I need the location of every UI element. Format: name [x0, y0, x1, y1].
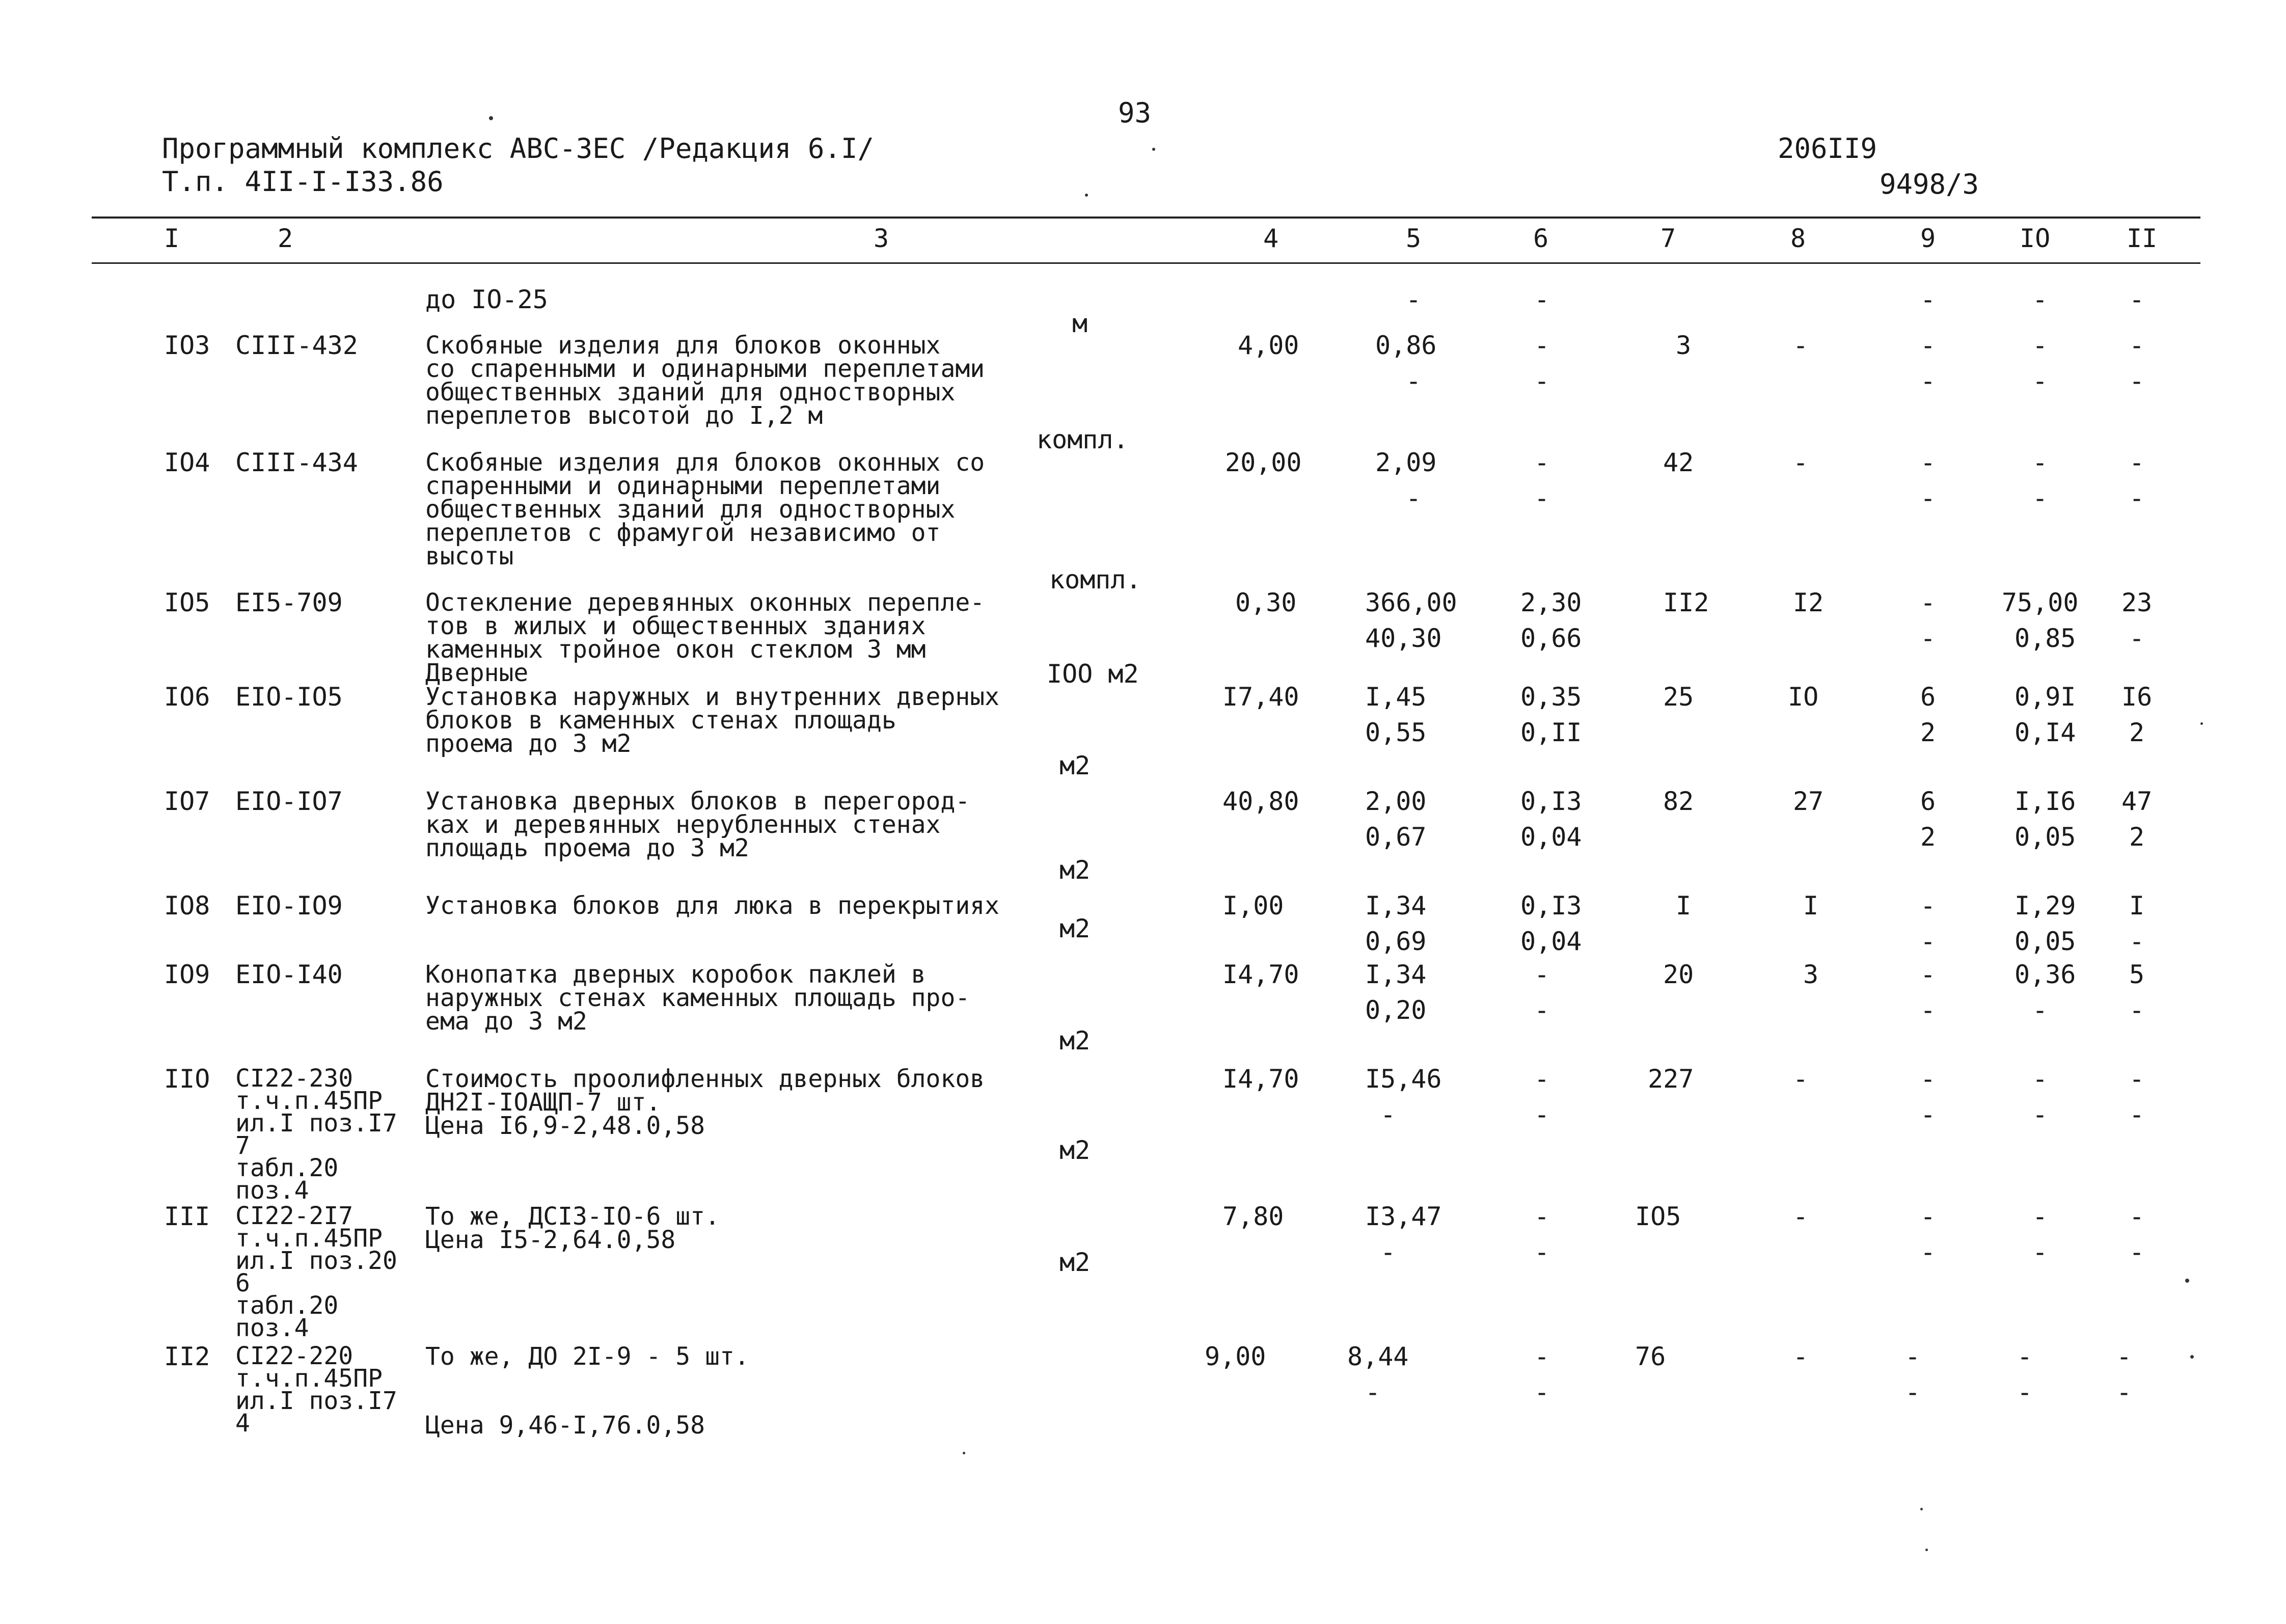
cell-col9: - [1920, 1064, 1936, 1094]
cell-col8: - [1793, 1064, 1809, 1094]
cell-col6: 0,I3 [1520, 891, 1582, 921]
rate-code: CIII-432 [235, 331, 358, 360]
cell-col10: - [2032, 331, 2048, 360]
cell-col5: 0,20 [1365, 995, 1427, 1025]
cell-col6: - [1534, 1342, 1550, 1371]
cell-col9: - [1920, 995, 1936, 1025]
cell-col10: 0,05 [2015, 822, 2076, 852]
cell-col4: 4,00 [1238, 331, 1299, 360]
cell-col10: - [2032, 995, 2048, 1025]
description: Остекление деревянных оконных перепле- тов в жилых и общественных зданиях каменных тройное окон стеклом 3 мм Дверные [425, 588, 985, 687]
cell-col11: - [2129, 483, 2145, 513]
cell-col9: - [1920, 960, 1936, 989]
rate-code: CI22-220 т.ч.п.45ПР ил.I поз.I7 4 [235, 1342, 397, 1438]
cell-col10: - [2032, 448, 2048, 477]
cell-col7: I [1676, 891, 1692, 921]
cell-col9: 6 [1920, 682, 1936, 712]
column-header: 5 [1406, 224, 1422, 253]
cell-col4: I4,70 [1222, 1064, 1299, 1094]
cell-col11: - [2116, 1377, 2132, 1407]
rate-code: EIO-IO5 [235, 682, 343, 712]
cell-col11: - [2116, 1342, 2132, 1371]
column-header: I [164, 224, 180, 253]
cell-col5: - [1406, 366, 1422, 396]
cell-col7: 20 [1663, 960, 1694, 989]
rate-code: CI22-2I7 т.ч.п.45ПР ил.I поз.20 6 табл.20 поз.4 [235, 1202, 397, 1342]
cell-col4: 7,80 [1222, 1202, 1284, 1231]
cell-col9: 6 [1920, 787, 1936, 816]
cell-col6: - [1534, 331, 1550, 360]
cell-col6: - [1534, 995, 1550, 1025]
cell-col5: 8,44 [1347, 1342, 1409, 1371]
unit: IOO м2 [1047, 659, 1139, 689]
cell-col11: 23 [2121, 588, 2153, 617]
description: до IO-25 [425, 285, 548, 314]
description: Скобяные изделия для блоков оконных со спаренными и одинарными переплетами общественных зданий для одностворных переплетов высотой до I,2 м [425, 331, 985, 430]
scan-speck [2185, 1279, 2189, 1283]
cell-col9: - [1920, 448, 1936, 477]
description: Конопатка дверных коробок паклей в наружных стенах каменных площадь про- ема до 3 м2 [425, 960, 970, 1036]
cell-col10: - [2032, 1100, 2048, 1129]
unit: м2 [1059, 1135, 1091, 1165]
project-number: Т.п. 4II-I-I33.86 [162, 166, 444, 198]
cell-col10: I,I6 [2015, 787, 2076, 816]
sheet-number: 9498/3 [1880, 168, 1979, 200]
cell-col9: - [1920, 891, 1936, 921]
cell-col8: - [1793, 448, 1809, 477]
row-number: IO8 [164, 891, 210, 921]
row-number: III [164, 1202, 210, 1231]
row-number: II2 [164, 1342, 210, 1371]
cell-col6: 0,35 [1520, 682, 1582, 712]
cell-col6: 2,30 [1520, 588, 1582, 617]
scan-speck [2190, 1355, 2194, 1359]
cell-col6: - [1534, 1202, 1550, 1231]
scan-speck [1920, 1508, 1923, 1510]
unit: м2 [1059, 914, 1091, 943]
column-header: 8 [1790, 224, 1806, 253]
description: Установка дверных блоков в перегород- ках и деревянных нерубленных стенах площадь проема до 3 м2 [425, 787, 970, 862]
cell-col6: - [1534, 1237, 1550, 1267]
scan-speck [1085, 194, 1088, 197]
cell-col11: - [2129, 1064, 2145, 1094]
cell-col5: - [1380, 1100, 1396, 1129]
column-header: 2 [278, 224, 293, 253]
cell-col11: - [2129, 927, 2145, 956]
cell-col6: 0,I3 [1520, 787, 1582, 816]
rate-code: CIII-434 [235, 448, 358, 477]
column-header: II [2127, 224, 2158, 253]
row-number: IO9 [164, 960, 210, 989]
rate-code: EIO-IO7 [235, 787, 343, 816]
cell-col10: - [2032, 1237, 2048, 1267]
rate-code: CI22-230 т.ч.п.45ПР ил.I поз.I7 7 табл.20 поз.4 [235, 1064, 397, 1205]
cell-col10: I,29 [2015, 891, 2076, 921]
description: Стоимость проолифленных дверных блоков ДН2I-IOАЩП-7 шт. Цена I6,9-2,48.0,58 [425, 1065, 985, 1140]
cell-col6: - [1534, 366, 1550, 396]
cell-col9: - [1905, 1342, 1921, 1371]
cell-col11: 47 [2121, 787, 2153, 816]
cell-col10: - [2032, 1202, 2048, 1231]
cell-col9: - [1920, 588, 1936, 617]
description: Установка блоков для люка в перекрытиях [425, 891, 1000, 920]
cell-col7: IO5 [1635, 1202, 1681, 1231]
cell-col11: - [2129, 448, 2145, 477]
unit: м [1072, 309, 1088, 338]
cell-col7: 42 [1663, 448, 1694, 477]
cell-col10: - [2032, 285, 2048, 314]
cell-col5: 2,00 [1365, 787, 1427, 816]
cell-col6: 0,66 [1520, 624, 1582, 653]
cell-col7: 25 [1663, 682, 1694, 712]
description: Установка наружных и внутренних дверных блоков в каменных стенах площадь проема до 3 м2 [425, 683, 1000, 758]
cell-col5: I,34 [1365, 891, 1427, 921]
cell-col8: IO [1788, 682, 1819, 712]
cell-col6: - [1534, 448, 1550, 477]
cell-col10: 0,36 [2015, 960, 2076, 989]
cell-col6: - [1534, 1377, 1550, 1407]
column-header: 7 [1661, 224, 1676, 253]
cell-col6: - [1534, 285, 1550, 314]
cell-col5: - [1365, 1377, 1381, 1407]
cell-col9: - [1920, 1237, 1936, 1267]
cell-col7: 3 [1676, 331, 1692, 360]
cell-col5: 0,67 [1365, 822, 1427, 852]
cell-col10: - [2017, 1342, 2033, 1371]
cell-col5: I,45 [1365, 682, 1427, 712]
header-rule-top [92, 216, 2200, 219]
cell-col5: 2,09 [1375, 448, 1437, 477]
cell-col8: I2 [1793, 588, 1824, 617]
cell-col10: 0,I4 [2015, 718, 2076, 747]
document-code: 206II9 [1778, 132, 1877, 165]
cell-col11: - [2129, 1100, 2145, 1129]
page-number: 93 [1118, 97, 1152, 129]
description: То же, ДО 2I-9 - 5 шт. [425, 1342, 749, 1371]
cell-col5: 0,69 [1365, 927, 1427, 956]
cell-col11: - [2129, 285, 2145, 314]
scan-speck [1925, 1549, 1928, 1551]
cell-col5: - [1406, 483, 1422, 513]
cell-col10: - [2032, 483, 2048, 513]
cell-col11: - [2129, 995, 2145, 1025]
cell-col8: 3 [1803, 960, 1819, 989]
cell-col10: - [2032, 366, 2048, 396]
cell-col9: - [1920, 1202, 1936, 1231]
row-number: IIO [164, 1064, 210, 1094]
cell-col5: 0,55 [1365, 718, 1427, 747]
cell-col11: - [2129, 331, 2145, 360]
cell-col4: I7,40 [1222, 682, 1299, 712]
cell-col6: 0,04 [1520, 927, 1582, 956]
row-number: IO3 [164, 331, 210, 360]
cell-col10: - [2017, 1377, 2033, 1407]
rate-code: EIO-I40 [235, 960, 343, 989]
cell-col5: 40,30 [1365, 624, 1442, 653]
cell-col10: 0,9I [2015, 682, 2076, 712]
cell-col5: - [1406, 285, 1422, 314]
unit: м2 [1059, 1026, 1091, 1055]
cell-col4: I,00 [1222, 891, 1284, 921]
cell-col6: 0,04 [1520, 822, 1582, 852]
cell-col4: 0,30 [1235, 588, 1297, 617]
cell-col5: I5,46 [1365, 1064, 1442, 1094]
cell-col9: - [1920, 1100, 1936, 1129]
price-note: Цена 9,46-I,76.0,58 [425, 1411, 705, 1440]
cell-col6: - [1534, 960, 1550, 989]
cell-col5: 0,86 [1375, 331, 1437, 360]
scan-speck [2200, 722, 2203, 725]
cell-col8: - [1793, 1342, 1809, 1371]
cell-col5: I3,47 [1365, 1202, 1442, 1231]
rate-code: EIO-IO9 [235, 891, 343, 921]
cell-col4: I4,70 [1222, 960, 1299, 989]
cell-col7: 227 [1648, 1064, 1694, 1094]
column-header: 3 [874, 224, 889, 253]
unit: м2 [1059, 751, 1091, 780]
cell-col11: 5 [2129, 960, 2145, 989]
row-number: IO4 [164, 448, 210, 477]
cell-col4: 20,00 [1225, 448, 1302, 477]
program-title: Программный комплекс АВС-3ЕС /Редакция 6.I/ [162, 132, 874, 165]
description: Скобяные изделия для блоков оконных со спаренными и одинарными переплетами общественных зданий для одностворных переплетов с фрамугой независимо от высоты [425, 448, 985, 571]
cell-col6: 0,II [1520, 718, 1582, 747]
cell-col8: - [1793, 1202, 1809, 1231]
cell-col7: 82 [1663, 787, 1694, 816]
cell-col4: 9,00 [1205, 1342, 1266, 1371]
cell-col10: 0,05 [2015, 927, 2076, 956]
cell-col9: - [1905, 1377, 1921, 1407]
cell-col11: I6 [2121, 682, 2153, 712]
cell-col10: - [2032, 1064, 2048, 1094]
cell-col11: I [2129, 891, 2145, 921]
column-header: 6 [1533, 224, 1549, 253]
cell-col7: II2 [1663, 588, 1709, 617]
cell-col8: I [1803, 891, 1819, 921]
cell-col9: - [1920, 927, 1936, 956]
header-rule-bottom [92, 262, 2200, 264]
unit: компл. [1049, 565, 1141, 594]
cell-col11: 2 [2129, 822, 2145, 852]
cell-col9: - [1920, 331, 1936, 360]
scan-speck [963, 1452, 965, 1454]
cell-col9: 2 [1920, 718, 1936, 747]
row-number: IO5 [164, 588, 210, 617]
description: То же, ДСI3-IO-6 шт. Цена I5-2,64.0,58 [425, 1202, 720, 1254]
cell-col11: - [2129, 1202, 2145, 1231]
scan-speck [489, 116, 493, 120]
cell-col9: 2 [1920, 822, 1936, 852]
unit: м2 [1059, 855, 1091, 885]
cell-col9: - [1920, 285, 1936, 314]
cell-col6: - [1534, 483, 1550, 513]
cell-col6: - [1534, 1064, 1550, 1094]
cell-col5: I,34 [1365, 960, 1427, 989]
cell-col10: 0,85 [2015, 624, 2076, 653]
cell-col8: - [1793, 331, 1809, 360]
cell-col9: - [1920, 366, 1936, 396]
cell-col8: 27 [1793, 787, 1824, 816]
scan-speck [1152, 148, 1155, 151]
cell-col11: - [2129, 366, 2145, 396]
cell-col9: - [1920, 483, 1936, 513]
cell-col10: 75,00 [2002, 588, 2079, 617]
cell-col9: - [1920, 624, 1936, 653]
cell-col4: 40,80 [1222, 787, 1299, 816]
cell-col5: 366,00 [1365, 588, 1457, 617]
column-header: 9 [1920, 224, 1936, 253]
column-header: 4 [1263, 224, 1279, 253]
cell-col11: - [2129, 1237, 2145, 1267]
unit: м2 [1059, 1248, 1091, 1277]
unit: компл. [1037, 425, 1129, 454]
column-header: IO [2020, 224, 2051, 253]
cell-col11: 2 [2129, 718, 2145, 747]
cell-col11: - [2129, 624, 2145, 653]
cell-col6: - [1534, 1100, 1550, 1129]
row-number: IO6 [164, 682, 210, 712]
row-number: IO7 [164, 787, 210, 816]
rate-code: EI5-709 [235, 588, 343, 617]
cell-col7: 76 [1635, 1342, 1666, 1371]
cell-col5: - [1380, 1237, 1396, 1267]
